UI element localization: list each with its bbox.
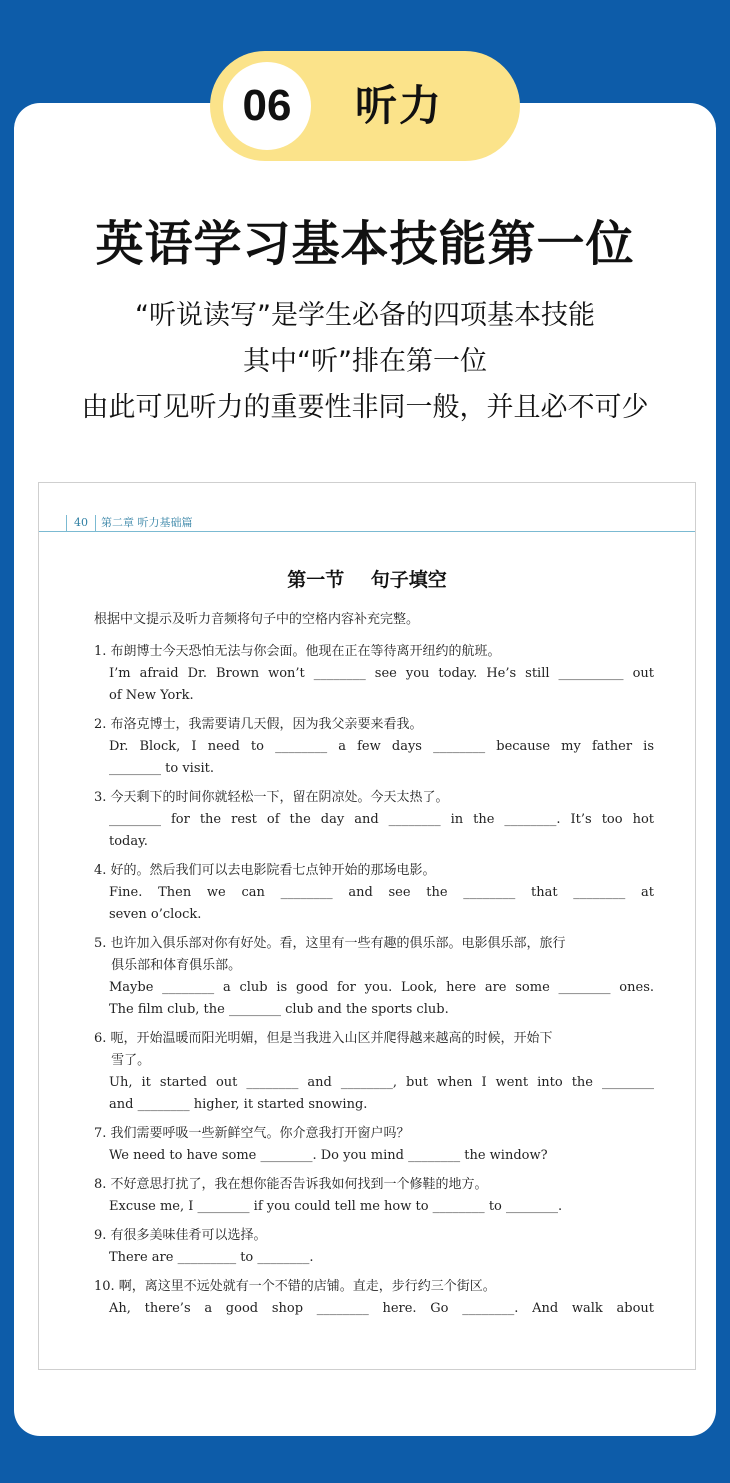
exercise-english-line: Ah, there’s a good shop ________ here. Go ________. And walk about — [109, 1301, 654, 1316]
exercise-item — [94, 1123, 654, 1167]
exercise-chinese-line: 1. 布朗博士今天恐怕无法与你会面。他现在正在等待离开纽约的航班。 — [94, 644, 501, 659]
exercise-english-line: and ________ higher, it started snowing. — [109, 1097, 368, 1112]
headline: 英语学习基本技能第一位 — [95, 216, 635, 272]
exercise-english-line: The film club, the ________ club and the sports club. — [109, 1002, 449, 1017]
exercise-english-line: There are _________ to ________. — [109, 1250, 314, 1265]
exercise-item — [94, 714, 654, 780]
exercise-chinese-line: 4. 好的。然后我们可以去电影院看七点钟开始的那场电影。 — [94, 863, 436, 878]
exercise-chinese-line: 6. 呃，开始温暖而阳光明媚，但是当我进入山区并爬得越来越高的时候，开始下 — [94, 1031, 553, 1046]
exercise-chinese-line: 8. 不好意思打扰了，我在想你能否告诉我如何找到一个修鞋的地方。 — [94, 1177, 488, 1192]
document-page — [38, 482, 696, 1370]
exercise-item — [94, 641, 654, 707]
page-number: 40 — [66, 515, 96, 531]
exercise-chinese-line: 雪了。 — [94, 1053, 151, 1068]
exercise-item — [94, 1174, 654, 1218]
exercise-item — [94, 787, 654, 853]
subtitle-line: “听说读写”是学生必备的四项基本技能 — [135, 300, 595, 331]
section-badge — [210, 51, 520, 161]
exercise-english-line: Fine. Then we can ________ and see the ________ that ________ at — [109, 885, 654, 900]
subtitle-block — [0, 293, 730, 431]
exercise-chinese-line: 2. 布洛克博士，我需要请几天假，因为我父亲要来看我。 — [94, 717, 423, 732]
exercise-english-line: Maybe ________ a club is good for you. Look, here are some ________ ones. — [109, 980, 654, 995]
badge-title: 听力 — [355, 81, 444, 130]
exercise-item — [94, 1225, 654, 1269]
exercise-item — [94, 933, 654, 1021]
exercise-english-line: Excuse me, I ________ if you could tell me how to ________ to ________. — [109, 1199, 563, 1214]
exercise-chinese-line: 5. 也许加入俱乐部对你有好处。看，这里有一些有趣的俱乐部。电影俱乐部，旅行 — [94, 936, 566, 951]
subtitle-line: 其中“听”排在第一位 — [243, 346, 487, 377]
exercise-english-line: of New York. — [109, 688, 194, 703]
chapter-title: 第二章 听力基础篇 — [101, 516, 193, 529]
exercise-english-line: I’m afraid Dr. Brown won’t ________ see you today. He’s still __________ out — [109, 666, 654, 681]
exercise-list — [94, 641, 654, 1327]
exercise-english-line: seven o’clock. — [109, 907, 202, 922]
exercise-english-line: We need to have some ________. Do you mind ________ the window? — [109, 1148, 548, 1163]
exercise-chinese-line: 7. 我们需要呼吸一些新鲜空气。你介意我打开窗户吗？ — [94, 1126, 410, 1141]
exercise-english-line: ________ to visit. — [109, 761, 215, 776]
subtitle-line: 由此可见听力的重要性非同一般，并且必不可少 — [81, 392, 649, 423]
document-header — [39, 511, 695, 532]
exercise-chinese-line: 俱乐部和体育俱乐部。 — [94, 958, 242, 973]
exercise-english-line: Dr. Block, I need to ________ a few days ________ because my father is — [109, 739, 654, 754]
exercise-item — [94, 1276, 654, 1320]
exercise-chinese-line: 3. 今天剩下的时间你就轻松一下，留在阴凉处。今天太热了。 — [94, 790, 449, 805]
instruction: 根据中文提示及听力音频将句子中的空格内容补充完整。 — [94, 612, 420, 627]
exercise-english-line: today. — [109, 834, 148, 849]
badge-number: 06 — [223, 62, 311, 150]
exercise-english-line: ________ for the rest of the day and ________ in the ________. It’s too hot — [109, 812, 654, 827]
exercise-chinese-line: 9. 有很多美味佳肴可以选择。 — [94, 1228, 267, 1243]
exercise-english-line: Uh, it started out ________ and ________, but when I went into the ________ — [109, 1075, 654, 1090]
exercise-item — [94, 860, 654, 926]
section-title: 第一节 句子填空 — [287, 569, 447, 591]
exercise-chinese-line: 10. 啊，离这里不远处就有一个不错的店铺。直走，步行约三个街区。 — [94, 1279, 496, 1294]
exercise-item — [94, 1028, 654, 1116]
